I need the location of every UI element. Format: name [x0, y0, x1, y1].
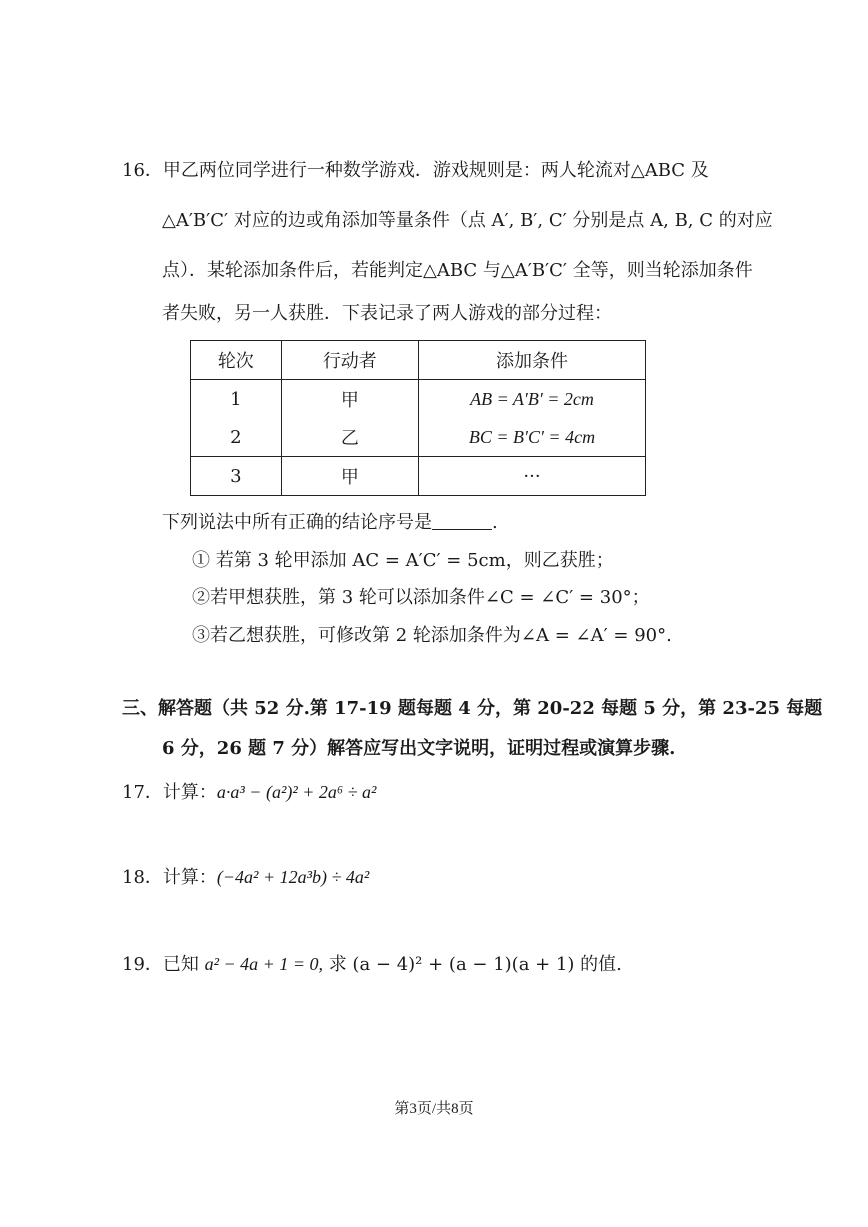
q16-option-3: ③若乙想获胜，可修改第 2 轮添加条件为∠A = ∠A′ = 90°. [192, 625, 672, 646]
q19-ask: 求 (a − 4)² + (a − 1)(a + 1) 的值. [322, 954, 622, 975]
condition-cell: BC = B′C′ = 4cm [419, 418, 646, 457]
round-cell: 3 [191, 457, 282, 496]
q18-expression: (−4a² + 12a³b) ÷ 4a² [216, 867, 370, 887]
q16-line1: 16．甲乙两位同学进行一种数学游戏．游戏规则是：两人轮流对△ABC 及 [122, 160, 709, 181]
table-row [191, 418, 646, 457]
condition-cell: AB = A′B′ = 2cm [419, 380, 646, 419]
condition-cell: ··· [419, 457, 646, 496]
actor-cell: 甲 [281, 457, 418, 496]
q17 [122, 783, 376, 802]
q19-label: 19．已知 [122, 954, 205, 975]
q16-line4: 者失败，另一人获胜．下表记录了两人游戏的部分过程： [162, 303, 612, 324]
round-cell: 2 [191, 418, 282, 457]
page-footer: 第3页/共8页 [394, 1101, 474, 1117]
game-table [190, 340, 646, 496]
q19-condition: a² − 4a + 1 = 0, [204, 954, 323, 974]
q16-prompt [162, 513, 498, 532]
table-row [191, 457, 646, 496]
section3-heading-line1: 三、解答题（共 52 分.第 17-19 题每题 4 分，第 20-22 每题 5 分，第 23-25 每题 [122, 698, 823, 719]
q19 [122, 955, 622, 974]
q17-expression: a·a³ − (a²)² + 2a⁶ ÷ a² [216, 782, 377, 802]
prompt-text: 下列说法中所有正确的结论序号是 [162, 512, 432, 533]
section3-heading-line2: 6 分，26 题 7 分）解答应写出文字说明，证明过程或演算步骤. [162, 738, 676, 759]
q16-line3: 点）．某轮添加条件后，若能判定△ABC 与△A′B′C′ 全等，则当轮添加条件 [162, 260, 753, 281]
actor-cell: 乙 [281, 418, 418, 457]
header-actor: 行动者 [281, 341, 418, 380]
prompt-end: . [492, 512, 498, 533]
actor-cell: 甲 [281, 380, 418, 419]
q17-label: 17．计算： [122, 782, 217, 803]
q16-option-1: ① 若第 3 轮甲添加 AC = A′C′ = 5cm，则乙获胜； [192, 550, 614, 571]
header-round: 轮次 [191, 341, 282, 380]
round-cell: 1 [191, 380, 282, 419]
q16-option-2: ②若甲想获胜，第 3 轮可以添加条件∠C = ∠C′ = 30°； [192, 587, 650, 608]
answer-blank[interactable] [432, 513, 492, 530]
q18 [122, 868, 369, 887]
table-row [191, 380, 646, 419]
q18-label: 18．计算： [122, 867, 217, 888]
q16-line2: △A′B′C′ 对应的边或角添加等量条件（点 A′, B′, C′ 分别是点 A, B, C 的对应 [162, 210, 773, 231]
header-condition: 添加条件 [419, 341, 646, 380]
